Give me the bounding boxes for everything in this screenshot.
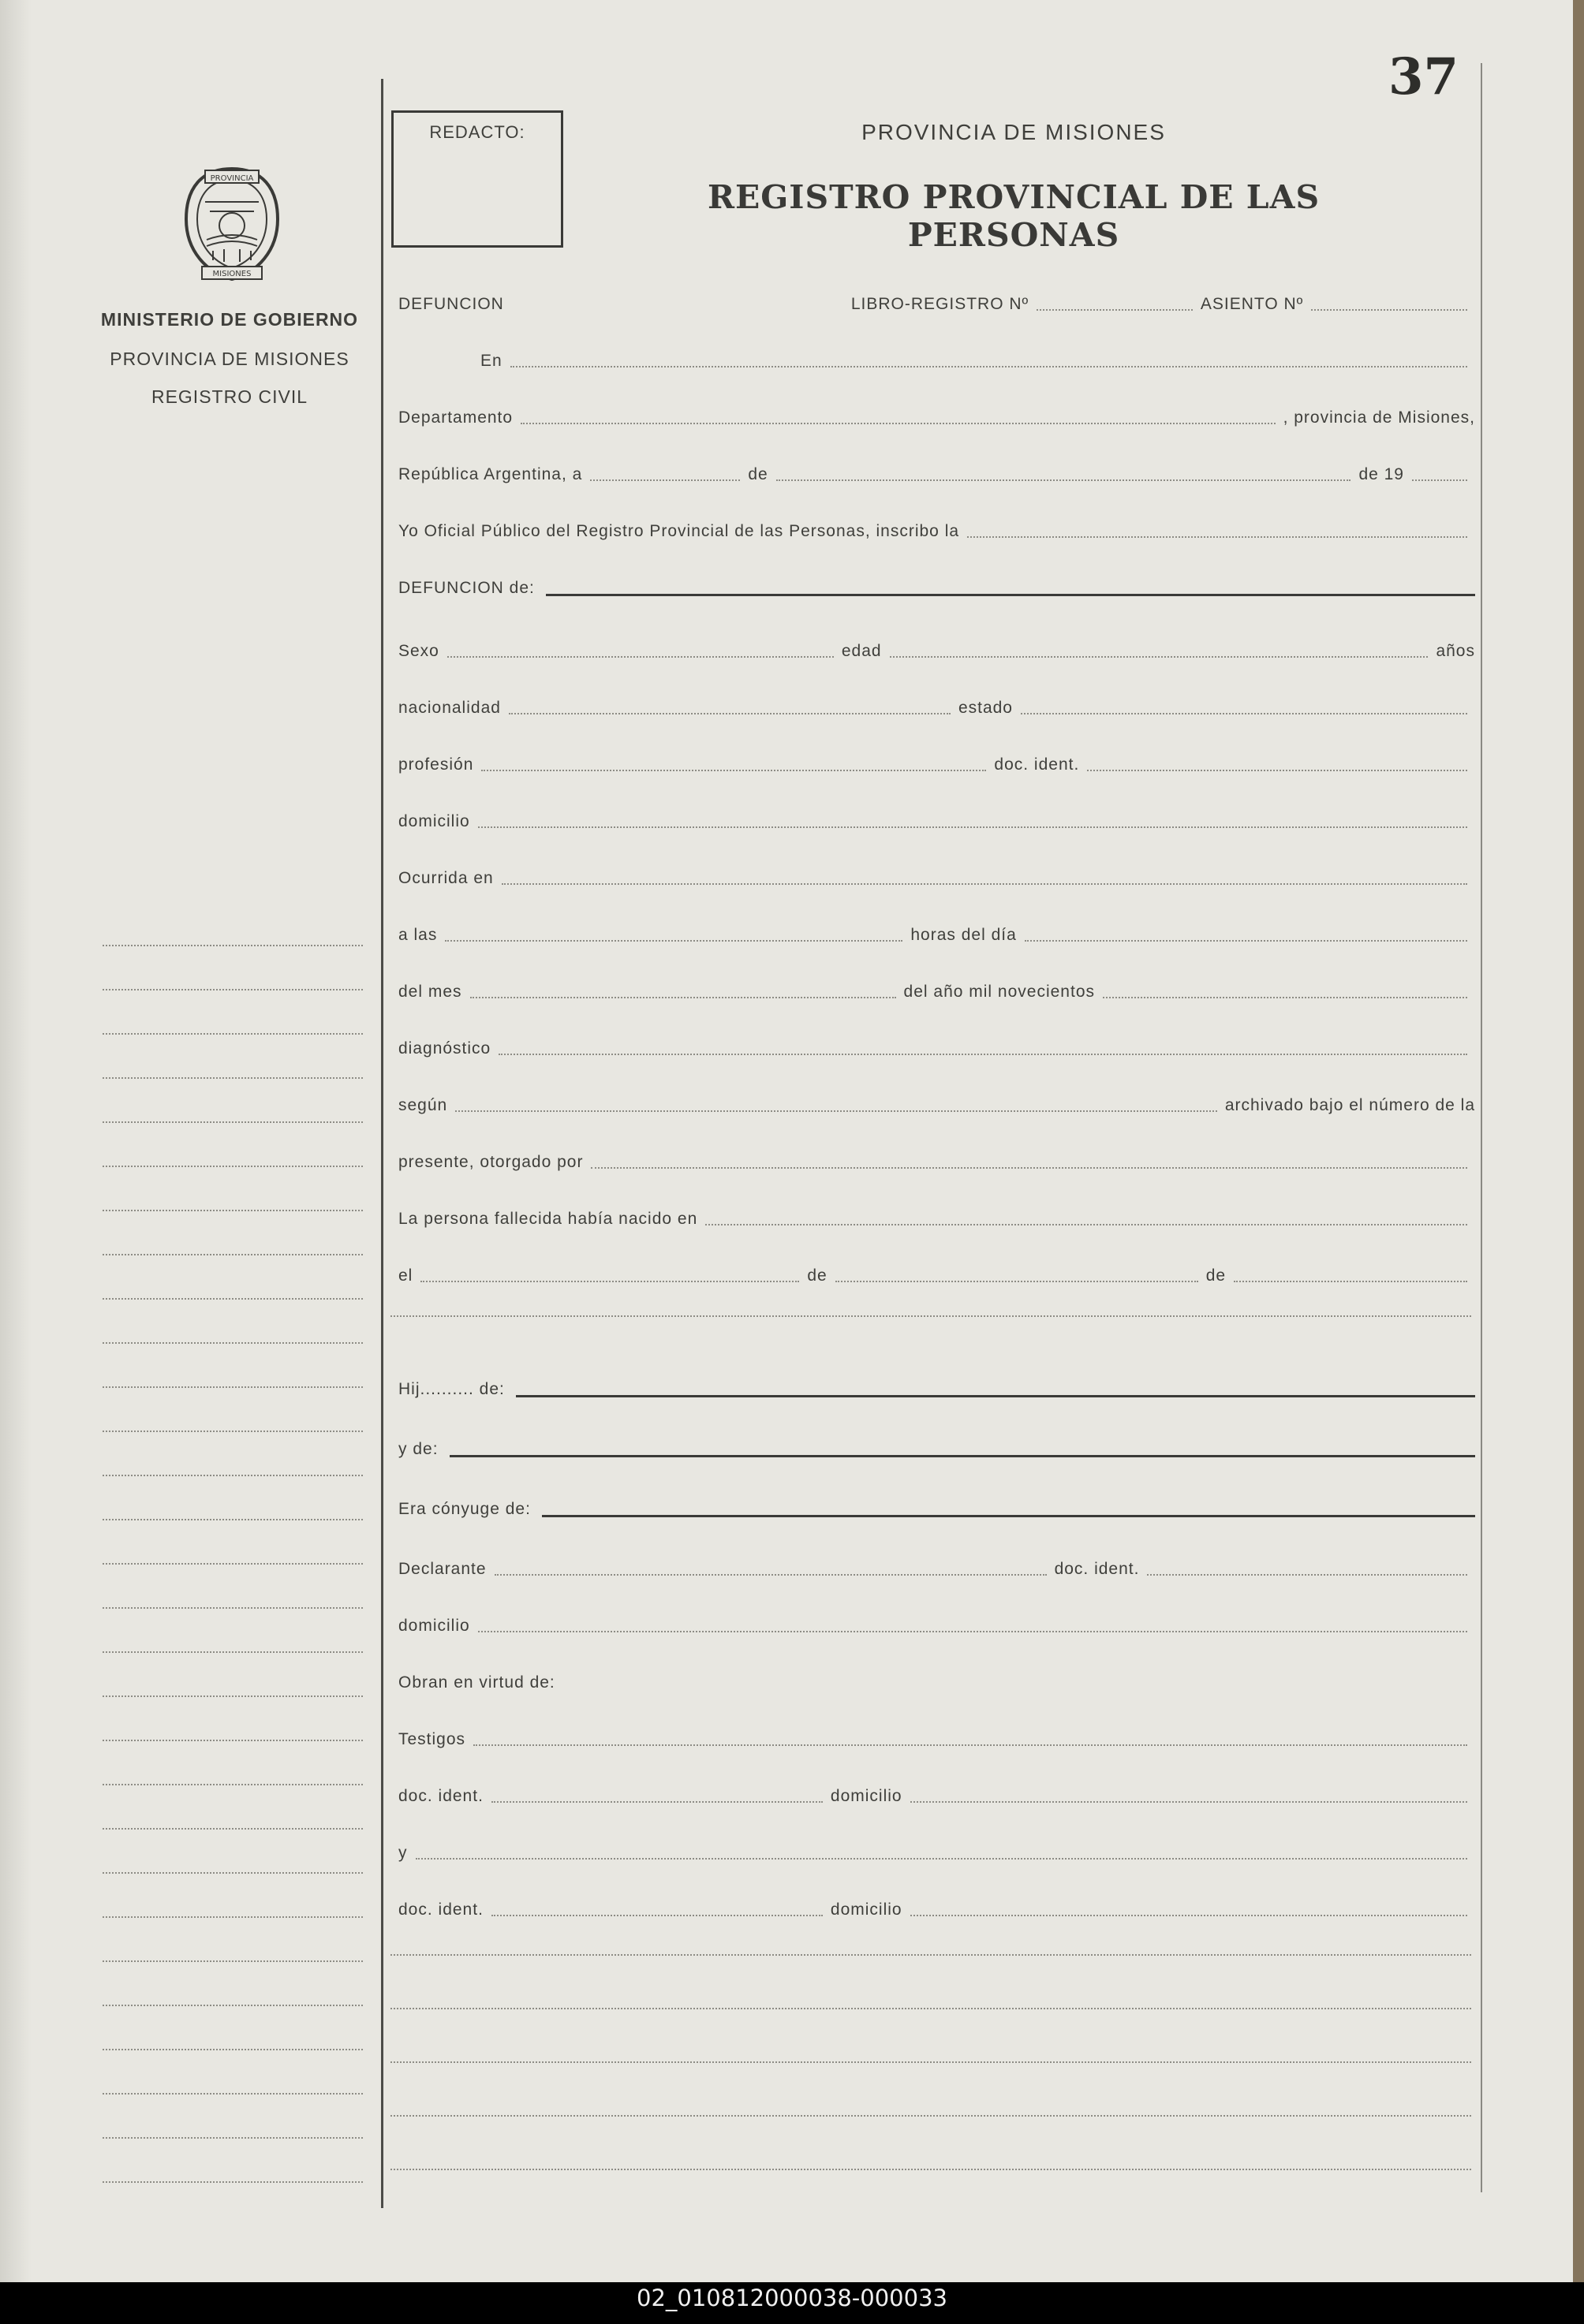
ministry-registry: REGISTRO CIVIL	[151, 386, 308, 407]
fallecido-name-field[interactable]	[546, 593, 1475, 596]
defuncion-label: DEFUNCION	[398, 295, 504, 313]
presente-label: presente, otorgado por	[398, 1153, 584, 1171]
departamento-field[interactable]	[521, 422, 1275, 424]
row-profesion	[398, 744, 1475, 776]
row-diagnostico	[398, 1028, 1475, 1060]
hijo-de-label: Hij.......... de:	[398, 1380, 505, 1398]
row-nacido-en	[398, 1199, 1475, 1230]
margin-line	[103, 1298, 363, 1300]
a-las-label: a las	[398, 926, 438, 944]
redacto-box	[391, 110, 563, 248]
testigo2-field[interactable]	[416, 1857, 1468, 1860]
archivado-text: archivado bajo el número de la	[1224, 1096, 1475, 1114]
el-label: el	[398, 1266, 413, 1285]
row-presente	[398, 1142, 1475, 1173]
segun-label: según	[398, 1096, 448, 1114]
province-seal-icon	[178, 164, 286, 284]
ano-ocurrida-field[interactable]	[1103, 996, 1467, 998]
margin-line	[103, 1960, 363, 1962]
blank-line[interactable]	[390, 1954, 1471, 1956]
redacto-label: REDACTO:	[429, 122, 525, 142]
margin-rule	[381, 79, 383, 2208]
testigo1-domicilio-label: domicilio	[830, 1787, 902, 1805]
departamento-label: Departamento	[398, 408, 514, 427]
blank-line[interactable]	[390, 2008, 1471, 2009]
sexo-label: Sexo	[398, 642, 439, 660]
otorgado-por-field[interactable]	[591, 1166, 1467, 1169]
en-field[interactable]	[510, 365, 1467, 367]
file-id-footer: 02_010812000038-000033	[637, 2285, 947, 2311]
nacionalidad-label: nacionalidad	[398, 699, 501, 717]
ministry-province: PROVINCIA DE MISIONES	[110, 349, 349, 369]
de-label-2: de	[807, 1266, 827, 1285]
lugar-nacimiento-field[interactable]	[705, 1223, 1467, 1225]
mes-field[interactable]	[776, 479, 1351, 481]
row-testigos	[398, 1719, 1475, 1751]
row-a-las	[398, 915, 1475, 946]
margin-line	[103, 1386, 363, 1388]
horas-del-dia-label: horas del día	[910, 926, 1017, 944]
margin-line	[103, 945, 363, 946]
del-mes-label: del mes	[398, 983, 462, 1001]
margin-line	[103, 1166, 363, 1167]
declarante-doc-field[interactable]	[1147, 1573, 1467, 1576]
margin-line	[103, 1872, 363, 1874]
segun-field[interactable]	[455, 1110, 1217, 1112]
persona-nacido-label: La persona fallecida había nacido en	[398, 1210, 698, 1228]
ano-field[interactable]	[1412, 479, 1467, 481]
obran-label: Obran en virtud de:	[398, 1673, 555, 1692]
row-republica	[398, 454, 1475, 486]
row-ocurrida	[398, 858, 1475, 890]
domicilio-label: domicilio	[398, 812, 470, 830]
margin-line	[103, 2137, 363, 2139]
row-del-mes	[398, 972, 1475, 1003]
declarante-doc-label: doc. ident.	[1054, 1560, 1140, 1578]
en-label: En	[480, 352, 502, 370]
conyuge-field[interactable]	[542, 1514, 1475, 1517]
mes-nacimiento-field[interactable]	[835, 1280, 1198, 1282]
seal-bottom-text: MISIONES	[212, 270, 252, 278]
declarante-domicilio-field[interactable]	[478, 1630, 1467, 1632]
dia-ocurrida-field[interactable]	[1025, 939, 1467, 942]
margin-line	[103, 1121, 363, 1123]
margin-line	[103, 989, 363, 990]
declarante-label: Declarante	[398, 1560, 487, 1578]
libro-field[interactable]	[1037, 308, 1193, 311]
padre-field[interactable]	[516, 1394, 1475, 1397]
madre-field[interactable]	[450, 1454, 1475, 1457]
de-label: de	[748, 465, 768, 483]
margin-line	[103, 1475, 363, 1476]
testigo2-domicilio-label: domicilio	[830, 1901, 902, 1919]
y-label: y	[398, 1844, 408, 1862]
testigo2-domicilio-field[interactable]	[910, 1914, 1467, 1916]
hora-field[interactable]	[445, 939, 902, 942]
testigo1-doc-field[interactable]	[491, 1800, 823, 1803]
ocurrida-label: Ocurrida en	[398, 869, 494, 887]
de-label-3: de	[1205, 1266, 1227, 1285]
margin-line	[103, 1077, 363, 1079]
row-y-testigo2	[398, 1833, 1475, 1864]
row-en	[398, 341, 1475, 372]
libro-label: LIBRO-REGISTRO Nº	[850, 295, 1029, 313]
page-number: 37	[1388, 47, 1459, 106]
blank-line[interactable]	[390, 1315, 1471, 1317]
ocurrida-field[interactable]	[502, 882, 1467, 885]
row-declarante-domicilio	[398, 1606, 1475, 1637]
yo-oficial-text: Yo Oficial Público del Registro Provincial de las Personas, inscribo la	[398, 522, 960, 540]
asiento-label: ASIENTO Nº	[1200, 295, 1304, 313]
row-el	[398, 1255, 1475, 1287]
testigos-label: Testigos	[398, 1730, 466, 1748]
right-rule	[1481, 63, 1482, 2192]
margin-line	[103, 1431, 363, 1432]
republica-label: República Argentina, a	[398, 465, 583, 483]
seal-top-text: PROVINCIA	[210, 174, 254, 183]
doc-ident-field[interactable]	[1087, 769, 1467, 771]
margin-line	[103, 1784, 363, 1785]
testigo2-doc-label: doc. ident.	[398, 1901, 484, 1919]
blank-line[interactable]	[390, 2169, 1471, 2170]
row-departamento	[398, 397, 1475, 429]
registry-title: REGISTRO PROVINCIAL DE LAS PERSONAS	[707, 178, 1321, 254]
y-de-label: y de:	[398, 1440, 439, 1458]
row-yo-oficial	[398, 511, 1475, 543]
ministry-title: MINISTERIO DE GOBIERNO	[100, 309, 359, 330]
margin-line	[103, 1519, 363, 1520]
margin-line	[103, 1651, 363, 1653]
margin-line	[103, 1828, 363, 1830]
margin-line	[103, 1210, 363, 1211]
edad-field[interactable]	[890, 655, 1429, 658]
row-testigo2-doc	[398, 1889, 1475, 1921]
testigo1-doc-label: doc. ident.	[398, 1787, 484, 1805]
estado-label: estado	[958, 699, 1013, 717]
row-hijo-de	[398, 1369, 1475, 1401]
row-sexo	[398, 631, 1475, 662]
mes-ocurrida-field[interactable]	[470, 996, 896, 998]
margin-line	[103, 1563, 363, 1565]
ano-nacimiento-field[interactable]	[1234, 1280, 1467, 1282]
declarante-field[interactable]	[495, 1573, 1047, 1576]
margin-line	[103, 1254, 363, 1255]
province-header: PROVINCIA DE MISIONES	[861, 120, 1166, 144]
margin-line	[103, 1607, 363, 1609]
profesion-field[interactable]	[481, 769, 986, 771]
defuncion-de-label: DEFUNCION de:	[398, 579, 535, 597]
provincia-misiones-text: , provincia de Misiones,	[1283, 408, 1475, 427]
margin-line	[103, 2049, 363, 2050]
diagnostico-label: diagnóstico	[398, 1039, 491, 1058]
inscribo-field[interactable]	[967, 535, 1467, 538]
dia-field[interactable]	[590, 479, 740, 481]
dia-nacimiento-field[interactable]	[420, 1280, 799, 1282]
page-spine	[0, 0, 32, 2282]
margin-line	[103, 1342, 363, 1344]
asiento-field[interactable]	[1311, 308, 1467, 311]
margin-line	[103, 2005, 363, 2006]
del-ano-label: del año mil novecientos	[903, 983, 1095, 1001]
row-y-de	[398, 1429, 1475, 1460]
testigo1-domicilio-field[interactable]	[910, 1800, 1467, 1803]
row-declarante	[398, 1549, 1475, 1580]
nacionalidad-field[interactable]	[509, 712, 951, 714]
blank-line[interactable]	[390, 2115, 1471, 2117]
testigo2-doc-field[interactable]	[491, 1914, 823, 1916]
row-defuncion-de	[398, 568, 1475, 599]
anos-label: años	[1436, 642, 1475, 660]
diagnostico-field[interactable]	[499, 1053, 1467, 1055]
domicilio-field[interactable]	[478, 826, 1467, 828]
row-obran	[398, 1662, 1475, 1694]
row-conyuge	[398, 1489, 1475, 1520]
margin-line	[103, 1740, 363, 1741]
row-domicilio	[398, 801, 1475, 833]
margin-line	[103, 1695, 363, 1697]
row-nacionalidad	[398, 688, 1475, 719]
doc-ident-label: doc. ident.	[994, 755, 1080, 774]
row-segun	[398, 1085, 1475, 1117]
blank-line[interactable]	[390, 2061, 1471, 2063]
testigo1-field[interactable]	[473, 1744, 1467, 1746]
estado-field[interactable]	[1021, 712, 1467, 714]
edad-label: edad	[841, 642, 882, 660]
row-testigo1-doc	[398, 1776, 1475, 1807]
margin-line	[103, 2093, 363, 2095]
margin-line	[103, 2181, 363, 2183]
row-defuncion-header	[398, 284, 1475, 315]
de19-label: de 19	[1358, 465, 1404, 483]
margin-line	[103, 1033, 363, 1035]
declarante-domicilio-label: domicilio	[398, 1617, 470, 1635]
sexo-field[interactable]	[447, 655, 834, 658]
conyuge-label: Era cónyuge de:	[398, 1500, 531, 1518]
margin-line	[103, 1916, 363, 1918]
profesion-label: profesión	[398, 755, 474, 774]
